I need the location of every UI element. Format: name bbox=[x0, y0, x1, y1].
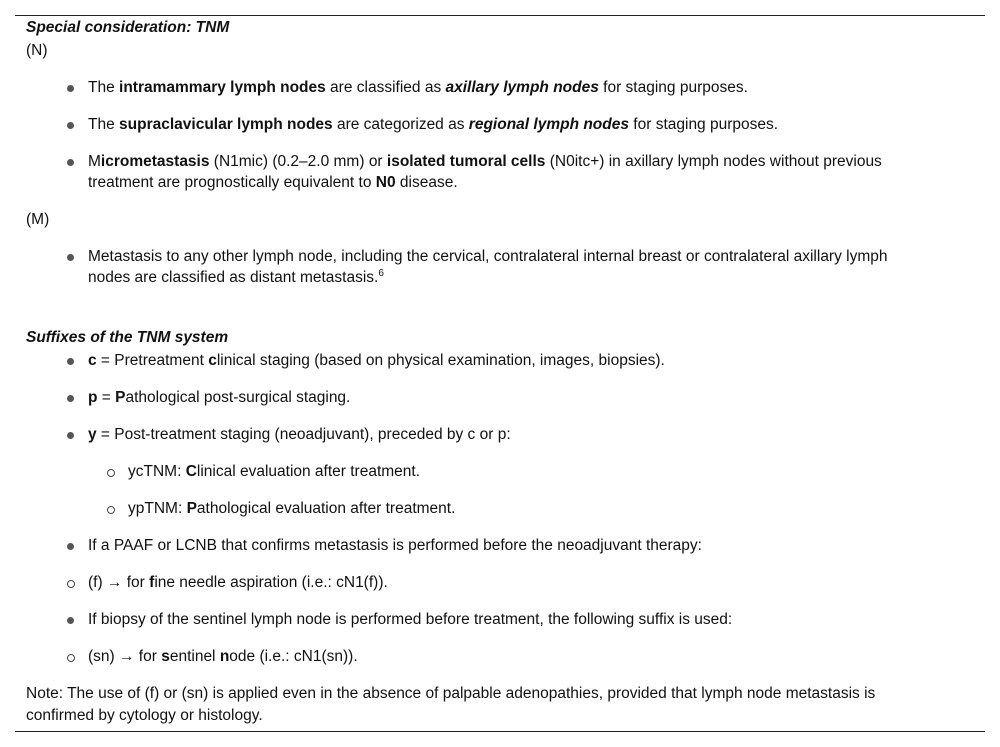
suffix-item-sn: (sn) → for sentinel node (i.e.: cN1(sn)). bbox=[88, 648, 358, 665]
n-item-intramammary: The intramammary lymph nodes are classified as axillary lymph nodes for staging purposes. bbox=[88, 79, 748, 96]
bullet-icon bbox=[67, 617, 74, 624]
label-n: (N) bbox=[26, 42, 48, 59]
bullet-icon bbox=[67, 85, 74, 92]
bullet-icon bbox=[67, 543, 74, 550]
note-text: Note: The use of (f) or (sn) is applied even in the absence of palpable adenopathies, provided that lymph node metastasis is confirmed by cytology or histology. bbox=[26, 685, 876, 724]
suffix-item-biopsy: If biopsy of the sentinel lymph node is performed before treatment, the following suffix is used: bbox=[88, 611, 733, 628]
bullet-icon bbox=[67, 432, 74, 439]
circle-bullet-icon bbox=[67, 580, 75, 588]
suffix-item-p: p = Pathological post-surgical staging. bbox=[88, 389, 351, 406]
heading-suffixes: Suffixes of the TNM system bbox=[26, 329, 229, 346]
circle-bullet-icon bbox=[107, 506, 115, 514]
m-item-metastasis: Metastasis to any other lymph node, including the cervical, contralateral internal breast or contralateral axillary lymph nodes are classified as distant metastasis.$^6$ bbox=[88, 248, 888, 286]
n-item-micrometastasis: Micrometastasis (N1mic) (0.2–2.0 mm) or isolated tumoral cells (N0itc+) in axillary lymph nodes without previous treatment are prognostically equivalent to N0 disease. bbox=[88, 153, 882, 191]
suffix-item-c: c = Pretreatment clinical staging (based on physical examination, images, biopsies). bbox=[88, 352, 665, 369]
bottom-rule bbox=[15, 731, 985, 732]
heading-special-consideration: Special consideration: TNM bbox=[26, 19, 230, 36]
label-m: (M) bbox=[26, 211, 50, 228]
suffix-item-yp: ypTNM: Pathological evaluation after treatment. bbox=[128, 500, 456, 517]
n-item-supraclavicular: The supraclavicular lymph nodes are categorized as regional lymph nodes for staging purposes. bbox=[88, 116, 779, 133]
top-rule bbox=[15, 15, 985, 16]
bullet-icon bbox=[67, 358, 74, 365]
suffix-item-paaf: If a PAAF or LCNB that confirms metastasis is performed before the neoadjuvant therapy: bbox=[88, 537, 702, 554]
suffix-item-f: (f) → for fine needle aspiration (i.e.: cN1(f)). bbox=[88, 574, 388, 591]
suffix-item-y: y = Post-treatment staging (neoadjuvant), preceded by c or p: bbox=[88, 426, 511, 443]
bullet-icon bbox=[67, 159, 74, 166]
circle-bullet-icon bbox=[67, 654, 75, 662]
circle-bullet-icon bbox=[107, 469, 115, 477]
bullet-icon bbox=[67, 395, 74, 402]
suffix-item-yc: ycTNM: Clinical evaluation after treatment. bbox=[128, 463, 421, 480]
bullet-icon bbox=[67, 122, 74, 129]
bullet-icon bbox=[67, 254, 74, 261]
